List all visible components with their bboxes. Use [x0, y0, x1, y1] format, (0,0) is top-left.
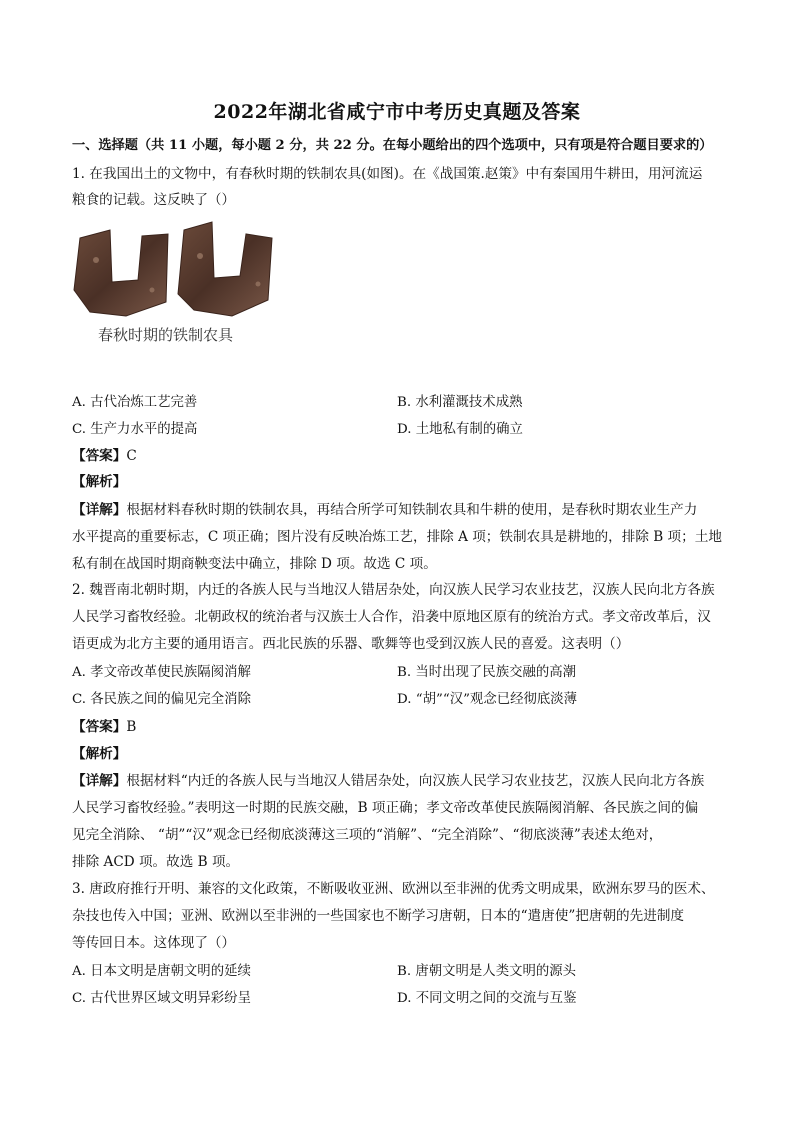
answer-value: B: [126, 719, 137, 735]
q2-detail-line2: 人民学习畜牧经验。”表明这一时期的民族交融，B 项正确；孝文帝改革使民族隔阂消解、各民族之间的偏: [72, 800, 699, 816]
q1-answer: [72, 446, 137, 466]
q1-stem-line2: 粮食的记载。这反映了（）: [72, 192, 236, 208]
q2-detail-line4: 排除 ACD 项。故选 B 项。: [72, 854, 240, 870]
q1-detail-line3: 私有制在战国时期商鞅变法中确立，排除 D 项。故选 C 项。: [72, 556, 437, 572]
q1-analysis-label: 【解析】: [72, 474, 127, 490]
q3-option-b[interactable]: B. 唐朝文明是人类文明的源头: [397, 964, 577, 979]
q2-detail-line3: 见完全消除、 “胡”“汉”观念已经彻底淡薄这三项的“消解”、“完全消除”、“彻底淡薄”表述太绝对，: [72, 827, 663, 843]
q1-stem-line1: 1. 在我国出土的文物中，有春秋时期的铁制农具(如图)。在《战国策.赵策》中有秦国用牛耕田，用河流运: [72, 166, 703, 182]
q2-analysis-label: 【解析】: [72, 746, 127, 762]
q2-option-b[interactable]: B. 当时出现了民族交融的高潮: [397, 665, 577, 680]
q2-option-c[interactable]: C. 各民族之间的偏见完全消除: [72, 692, 251, 707]
q1-option-d[interactable]: D. 土地私有制的确立: [397, 422, 523, 437]
answer-label: 【答案】: [72, 448, 127, 464]
q2-option-d[interactable]: D. “胡”“汉”观念已经彻底淡薄: [397, 692, 578, 707]
q1-detail-line2: 水平提高的重要标志，C 项正确；图片没有反映冶炼工艺，排除 A 项；铁制农具是耕地的，排除 B 项；土地: [72, 529, 722, 545]
q2-stem-line3: 语更成为北方主要的通用语言。西北民族的乐器、歌舞等也受到汉族人民的喜爱。这表明（）: [72, 636, 630, 652]
answer-label: 【答案】: [72, 719, 127, 735]
q1-option-b[interactable]: B. 水利灌溉技术成熟: [397, 395, 523, 410]
q3-option-a[interactable]: A. 日本文明是唐朝文明的延续: [72, 964, 251, 979]
answer-value: C: [126, 448, 137, 464]
q3-option-d[interactable]: D. 不同文明之间的交流与互鉴: [397, 991, 577, 1006]
q2-answer: [72, 717, 136, 737]
q3-stem-line3: 等传回日本。这体现了（）: [72, 935, 236, 951]
q1-option-a[interactable]: A. 古代冶炼工艺完善: [72, 395, 198, 410]
detail-text: 根据材料春秋时期的铁制农具，再结合所学可知铁制农具和牛耕的使用，是春秋时期农业生产力: [126, 502, 698, 518]
detail-label: 【详解】: [72, 773, 127, 789]
q2-option-a[interactable]: A. 孝文帝改革使民族隔阂消解: [72, 665, 251, 680]
q2-stem-line2: 人民学习畜牧经验。北朝政权的统治者与汉族士人合作，沿袭中原地区原有的统治方式。孝文帝改革后，汉: [72, 609, 711, 625]
q3-stem-line1: 3. 唐政府推行开明、兼容的文化政策，不断吸收亚洲、欧洲以至非洲的优秀文明成果，欧洲东罗马的医术、: [72, 881, 715, 897]
q2-stem-line1: 2. 魏晋南北朝时期，内迁的各族人民与当地汉人错居杂处，向汉族人民学习农业技艺，汉族人民向北方各族: [72, 582, 715, 598]
q2-detail-line1: [72, 771, 732, 791]
q3-option-c[interactable]: C. 古代世界区域文明异彩纷呈: [72, 991, 251, 1006]
q1-detail-line1: [72, 500, 732, 520]
figure-caption: 春秋时期的铁制农具: [98, 326, 234, 344]
section-header: 一、选择题（共 11 小题，每小题 2 分，共 22 分。在每小题给出的四个选项中，只有项是符合题目要求的）: [72, 138, 713, 153]
detail-text: 根据材料“内迁的各族人民与当地汉人错居杂处，向汉族人民学习农业技艺，汉族人民向北方各族: [126, 773, 705, 789]
q1-option-c[interactable]: C. 生产力水平的提高: [72, 422, 198, 437]
page-title: 2022年湖北省咸宁市中考历史真题及答案: [213, 101, 581, 123]
detail-label: 【详解】: [72, 502, 127, 518]
iron-farm-tools-image: [72, 220, 282, 320]
q3-stem-line2: 杂技也传入中国；亚洲、欧洲以至非洲的一些国家也不断学习唐朝，日本的“遣唐使”把唐朝的先进制度: [72, 908, 685, 924]
